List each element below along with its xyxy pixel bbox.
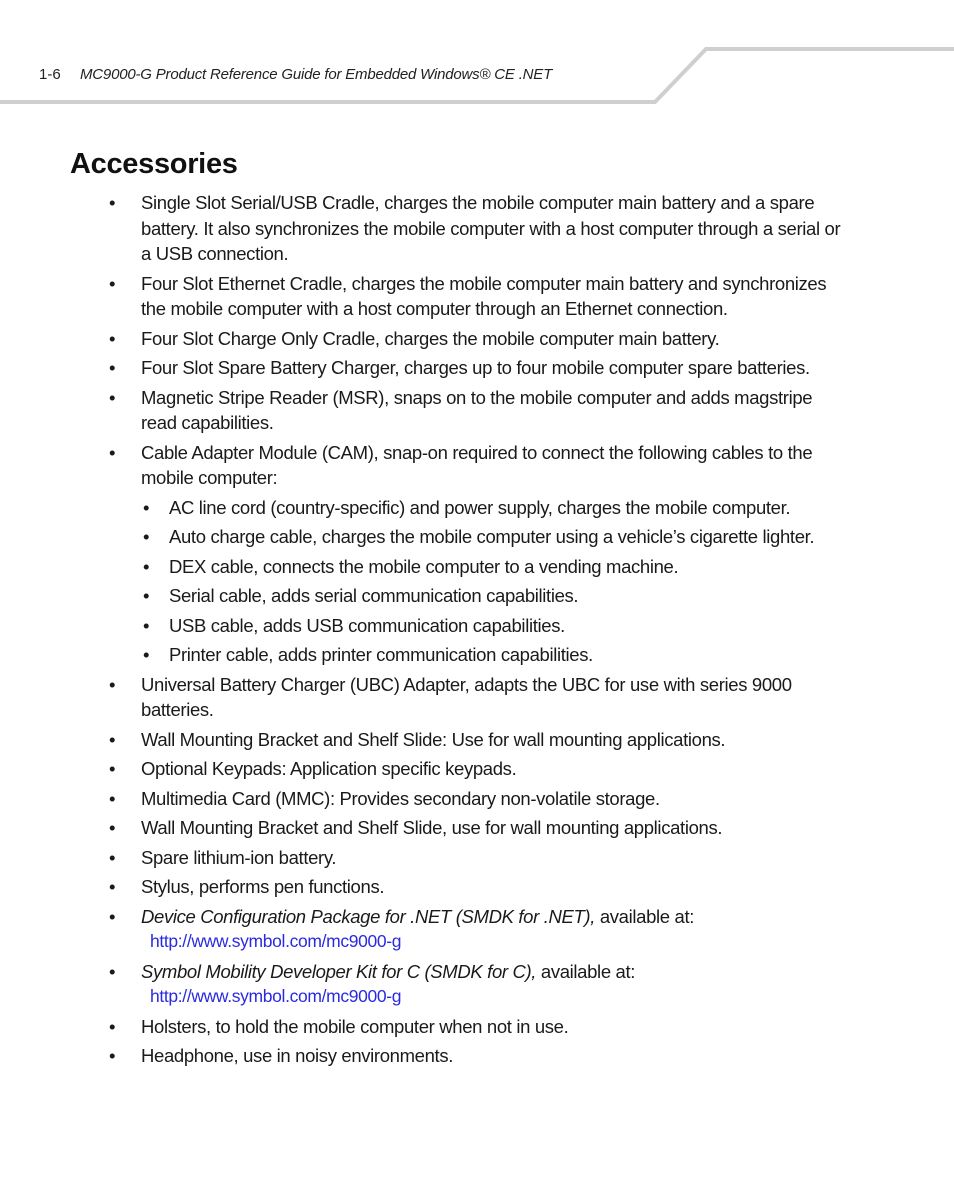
item-text: Spare lithium-ion battery. xyxy=(141,846,337,868)
bullet: • xyxy=(109,758,116,779)
bullet: • xyxy=(109,905,116,927)
item-text: Magnetic Stripe Reader (MSR), snaps on to the mobile computer and adds magstripe read capabilities. xyxy=(141,386,813,433)
bullet: • xyxy=(143,585,150,606)
bullet: • xyxy=(143,644,150,665)
item-text: Printer cable, adds printer communication capabilities. xyxy=(169,644,593,665)
sub-list-item xyxy=(0,495,869,521)
list-item xyxy=(0,385,851,436)
bullet: • xyxy=(109,357,116,378)
list-item xyxy=(0,355,851,381)
header-rule-decoration xyxy=(0,0,954,110)
list-item xyxy=(0,326,851,352)
document-title: MC9000-G Product Reference Guide for Embedded Windows® CE .NET xyxy=(80,66,553,83)
bullet: • xyxy=(109,1045,116,1066)
bullet: • xyxy=(109,272,116,294)
bullet: • xyxy=(109,1015,116,1037)
item-text: Four Slot Spare Battery Charger, charges up to four mobile computer spare batteries. xyxy=(141,357,810,378)
item-text: Headphone, use in noisy environments. xyxy=(141,1045,454,1066)
bullet: • xyxy=(109,817,116,838)
bullet: • xyxy=(109,673,116,695)
list-item xyxy=(0,756,851,782)
list-item-with-link xyxy=(0,904,851,955)
sub-list-item xyxy=(0,583,869,609)
list-item-with-link xyxy=(0,959,851,1010)
item-text: available at: xyxy=(536,960,636,982)
item-text: AC line cord (country-specific) and power supply, charges the mobile computer. xyxy=(169,496,791,518)
item-text: Stylus, performs pen functions. xyxy=(141,876,385,897)
item-text: Universal Battery Charger (UBC) Adapter, adapts the UBC for use with series 9000 batteries. xyxy=(141,673,792,720)
bullet: • xyxy=(109,787,116,809)
item-text: Holsters, to hold the mobile computer when not in use. xyxy=(141,1015,569,1037)
list-item xyxy=(0,1043,851,1069)
list-item xyxy=(0,440,851,491)
sub-list-item xyxy=(0,613,869,639)
bullet: • xyxy=(143,614,150,636)
list-item xyxy=(0,727,851,753)
item-text: Wall Mounting Bracket and Shelf Slide, use for wall mounting applications. xyxy=(141,817,723,838)
list-item xyxy=(0,845,851,871)
bullet: • xyxy=(109,728,116,750)
item-text: Cable Adapter Module (CAM), snap-on required to connect the following cables to the mobile computer: xyxy=(141,441,813,488)
item-text: Auto charge cable, charges the mobile computer using a vehicle’s cigarette lighter. xyxy=(169,526,815,547)
accessories-list xyxy=(0,190,954,1073)
list-item xyxy=(0,672,851,723)
list-item xyxy=(0,874,851,900)
item-text: Serial cable, adds serial communication capabilities. xyxy=(169,585,579,606)
list-item xyxy=(0,190,851,267)
list-item xyxy=(0,786,851,812)
item-italic-text: Device Configuration Package for .NET (SMDK for .NET), xyxy=(141,905,596,927)
item-text: Multimedia Card (MMC): Provides secondary non-volatile storage. xyxy=(141,787,660,809)
item-text: DEX cable, connects the mobile computer to a vending machine. xyxy=(169,555,679,577)
item-text: Single Slot Serial/USB Cradle, charges the mobile computer main battery and a spare battery. It also synchronizes the mobile computer with a host computer through a serial or a USB connection. xyxy=(141,192,841,264)
item-text: available at: xyxy=(595,905,695,927)
item-text: Wall Mounting Bracket and Shelf Slide: Use for wall mounting applications. xyxy=(141,728,726,750)
section-title: Accessories xyxy=(70,148,238,180)
bullet: • xyxy=(109,386,116,408)
bullet: • xyxy=(109,876,116,897)
bullet: • xyxy=(109,960,116,982)
item-italic-text: Symbol Mobility Developer Kit for C (SMDK for C), xyxy=(141,960,537,982)
sub-list-item xyxy=(0,524,869,550)
download-link[interactable]: http://www.symbol.com/mc9000-g xyxy=(150,931,402,951)
bullet: • xyxy=(109,846,116,868)
bullet: • xyxy=(143,555,150,577)
item-text: Optional Keypads: Application specific keypads. xyxy=(141,758,517,779)
bullet: • xyxy=(143,496,150,518)
sub-list-item xyxy=(0,554,869,580)
list-item xyxy=(0,1014,851,1040)
list-item xyxy=(0,271,851,322)
bullet: • xyxy=(109,192,116,213)
item-text: USB cable, adds USB communication capabilities. xyxy=(169,614,565,636)
item-text: Four Slot Ethernet Cradle, charges the mobile computer main battery and synchronizes the mobile computer with a host computer through an Ethernet connection. xyxy=(141,272,827,319)
list-item xyxy=(0,815,851,841)
page-number: 1-6 xyxy=(39,66,61,83)
sub-list-item xyxy=(0,642,869,668)
download-link[interactable]: http://www.symbol.com/mc9000-g xyxy=(150,986,402,1006)
bullet: • xyxy=(143,526,150,547)
item-text: Four Slot Charge Only Cradle, charges the mobile computer main battery. xyxy=(141,327,720,349)
bullet: • xyxy=(109,441,116,463)
bullet: • xyxy=(109,327,116,349)
